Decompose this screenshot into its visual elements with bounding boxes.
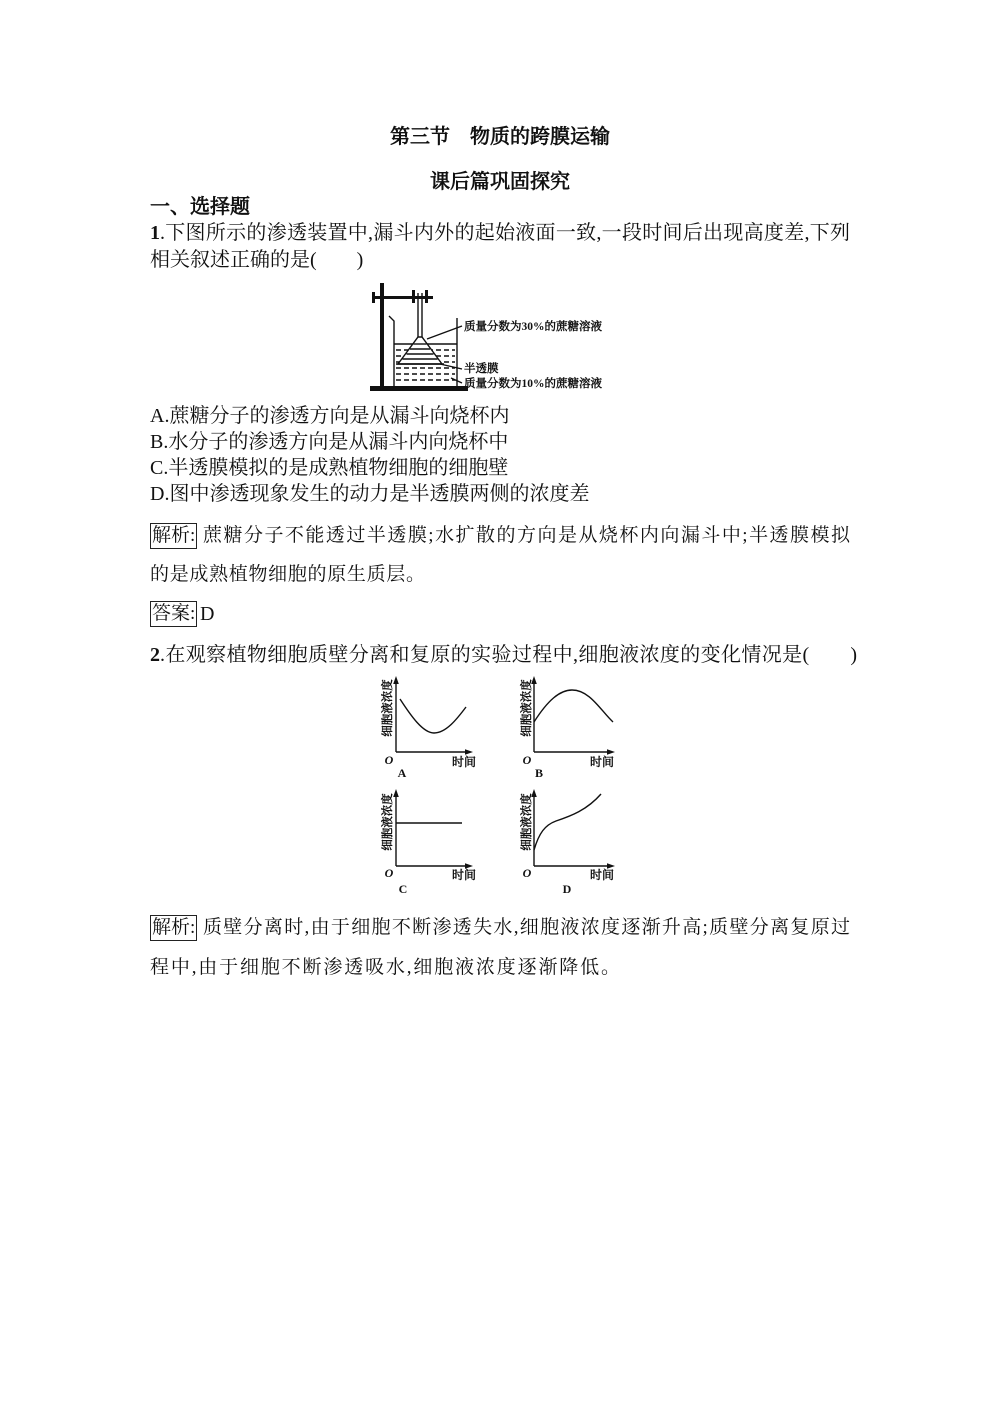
q2-charts-figure	[360, 668, 640, 900]
question-1-option-a: A.蔗糖分子的渗透方向是从漏斗向烧杯内	[150, 405, 510, 427]
question-1-stem-text: .下图所示的渗透装置中,漏斗内外的起始液面一致,一段时间后出现高度差,下列	[160, 222, 850, 244]
section-heading: 一、选择题	[150, 196, 250, 218]
y-axis-arrow	[393, 789, 399, 797]
question-1-analysis-tag: 解析:	[150, 523, 197, 549]
label-membrane: 半透膜	[464, 363, 499, 375]
leader-line-membrane	[440, 364, 462, 369]
question-1-option-c: C.半透膜模拟的是成熟植物细胞的细胞壁	[150, 457, 509, 479]
concentration-curve-d	[534, 794, 601, 850]
concentration-curve-a	[400, 699, 466, 733]
origin-label: O	[522, 753, 532, 767]
chart-caption: D	[562, 882, 572, 896]
chart-panel-b	[519, 676, 615, 780]
y-axis-arrow	[393, 676, 399, 684]
chart-panel-a	[380, 676, 476, 780]
clamp-arm	[374, 296, 433, 299]
question-1-number: 1	[150, 222, 160, 244]
y-axis-label: 细胞液浓度	[382, 679, 394, 737]
concentration-curve-b	[534, 690, 613, 722]
x-axis-arrow	[465, 749, 473, 755]
question-1-stem-line-2: 相关叙述正确的是( )	[150, 249, 364, 271]
page-subtitle: 课后篇巩固探究	[430, 171, 570, 193]
clamp-jaw-right	[425, 290, 428, 303]
y-axis-label: 细胞液浓度	[521, 793, 533, 851]
clamp-jaw-left	[412, 290, 415, 303]
question-1-answer-value: D	[200, 603, 215, 625]
question-2-stem-text: .在观察植物细胞质壁分离和复原的实验过程中,细胞液浓度的变化情况是( )	[160, 644, 857, 666]
x-axis-label: 时间	[589, 755, 615, 769]
y-axis-label: 细胞液浓度	[382, 793, 394, 851]
x-axis-label: 时间	[451, 755, 477, 769]
label-funnel-solution: 质量分数为30%的蔗糖溶液	[464, 321, 602, 333]
question-1-option-b: B.水分子的渗透方向是从漏斗内向烧杯中	[150, 431, 509, 453]
clamp-screw	[372, 292, 375, 303]
x-axis-arrow	[607, 749, 615, 755]
y-axis-label: 细胞液浓度	[521, 679, 533, 737]
origin-label: O	[384, 866, 394, 880]
chart-caption: B	[534, 766, 544, 780]
question-1-stem-line-1	[150, 220, 850, 246]
origin-label: O	[522, 866, 532, 880]
chart-panel-d	[519, 789, 615, 896]
question-2-analysis-line-2: 程中,由于细胞不断渗透吸水,细胞液浓度逐渐降低。	[150, 957, 620, 978]
chart-caption: C	[398, 882, 408, 896]
label-beaker-solution: 质量分数为10%的蔗糖溶液	[464, 378, 602, 390]
question-2-number: 2	[150, 644, 160, 666]
question-1-analysis-line-2: 的是成熟植物细胞的原生质层。	[150, 564, 425, 585]
osmosis-apparatus-figure	[364, 280, 632, 396]
chart-caption: A	[397, 766, 407, 780]
question-2-stem-line-1	[150, 642, 857, 668]
question-2-analysis-line-1: 质壁分离时,由于细胞不断渗透失水,细胞液浓度逐渐升高;质壁分离复原过	[203, 917, 850, 938]
chart-panel-c	[380, 789, 476, 896]
question-1-option-d: D.图中渗透现象发生的动力是半透膜两侧的浓度差	[150, 483, 590, 505]
x-axis-label: 时间	[589, 868, 615, 882]
question-1-answer-tag: 答案:	[150, 601, 197, 627]
question-2-analysis-tag: 解析:	[150, 915, 197, 941]
x-axis-label: 时间	[451, 868, 477, 882]
page-title: 第三节 物质的跨膜运输	[390, 126, 610, 148]
origin-label: O	[384, 753, 394, 767]
question-1-analysis-line-1: 蔗糖分子不能透过半透膜;水扩散的方向是从烧杯内向漏斗中;半透膜模拟	[203, 525, 850, 546]
